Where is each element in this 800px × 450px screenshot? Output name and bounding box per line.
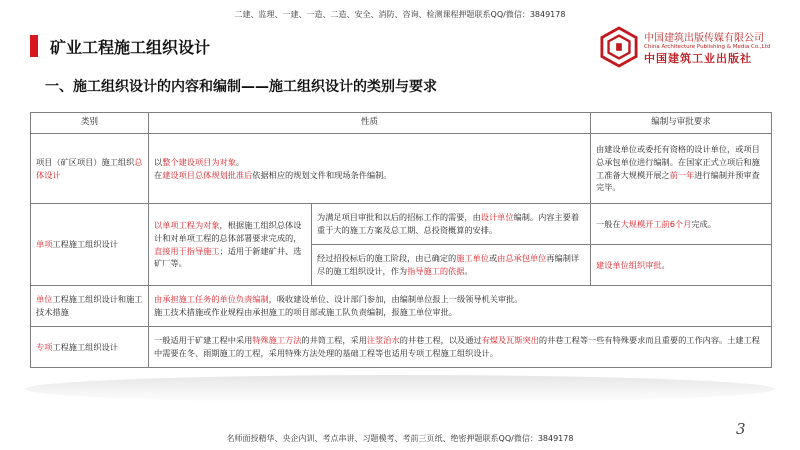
row1-requirements: 由建设单位或委托有资格的设计单位，或项目总承包单位进行编制。在国家正式立项后和施工准备大规模开展之前一年进行编制并预审查完毕。: [591, 134, 772, 204]
section-heading: 一、施工组织设计的内容和编制——施工组织设计的类别与要求: [45, 79, 437, 95]
row2-sub2-nature: 经过招投标后的施工阶段，由已确定的施工单位或由总承包单位再编制详尽的施工组织设计，作为指导施工的依据。: [312, 245, 591, 286]
publisher-name-cn: 中国建筑出版传媒有限公司: [644, 32, 764, 44]
floor-shadow: [25, 375, 775, 403]
table-row: [31, 134, 772, 204]
title-bar: [30, 34, 590, 58]
row4-nature: 一般适用于矿建工程中采用特殊施工方法的井筒工程，采用注浆治水的井巷工程，以及通过有煤及瓦斯突出的井巷工程等一些有特殊要求而且重要的工作内容。土建工程中需要在冬、雨期施工的工程，采用特殊方法处理的基础工程等也适用专项工程施工组织设计。: [149, 327, 772, 368]
table-row: [31, 327, 772, 368]
row3-nature: 由承担施工任务的单位负责编制，吸收建设单位、设计部门参加，由编制单位报上一级领导机关审批。 施工技术措施或作业规程由承担施工的项目部或施工队负责编制，报施工单位审批。: [149, 286, 772, 327]
page-number: 3: [736, 420, 746, 438]
table-row: [31, 286, 772, 327]
footer-note: 名师面授精华、央企内训、考点串讲、习题模考、考前三页纸、绝密押题联系QQ/微信：3849178: [226, 434, 574, 443]
row2-sub1-nature: 为满足项目审批和以后的招标工作的需要，由设计单位编制。内容主要着重于大的施工方案及总工期、总投资概算的安排。: [312, 204, 591, 245]
table-header-row: [31, 113, 772, 134]
title-accent-bar: [30, 35, 38, 57]
header-nature: 性质: [149, 113, 591, 134]
row3-category: 单位工程施工组织设计和施工技术措施: [31, 286, 149, 327]
row2-sub1-requirements: 一般在大规模开工前6个月完成。: [591, 204, 772, 245]
header-category: 类别: [31, 113, 149, 134]
table-row: [31, 204, 772, 245]
row2-sub2-requirements: 建设单位组织审批。: [591, 245, 772, 286]
row2-nature: 以单项工程为对象，根据施工组织总体设计和对单项工程的总体部署要求完成的，直接用于指导施工；适用于新建矿井、选矿厂等。: [149, 204, 312, 286]
page-title: 矿业工程施工组织设计: [50, 37, 211, 57]
row2-category: 单项工程施工组织设计: [31, 204, 149, 286]
row4-category: 专项工程施工组织设计: [31, 327, 149, 368]
header-requirements: 编制与审批要求: [591, 113, 772, 134]
publisher-brand: 中国建筑工业出版社: [644, 51, 752, 65]
header-note: 二建、监理、一建、一造、二造、安全、消防、咨询、检测课程押题联系QQ/微信：3849178: [234, 10, 566, 19]
publisher-logo: [600, 22, 790, 72]
row1-nature: 以整个建设项目为对象。 在建设项目总体规划批准后依据相应的规划文件和现场条件编制。: [149, 134, 591, 204]
publisher-emblem-icon: [600, 26, 638, 68]
design-category-table: [30, 112, 771, 368]
publisher-name-en: China Architecture Publishing & Media Co.,Ltd: [644, 43, 771, 50]
row1-category: 项目（矿区项目）施工组织总体设计: [31, 134, 149, 204]
